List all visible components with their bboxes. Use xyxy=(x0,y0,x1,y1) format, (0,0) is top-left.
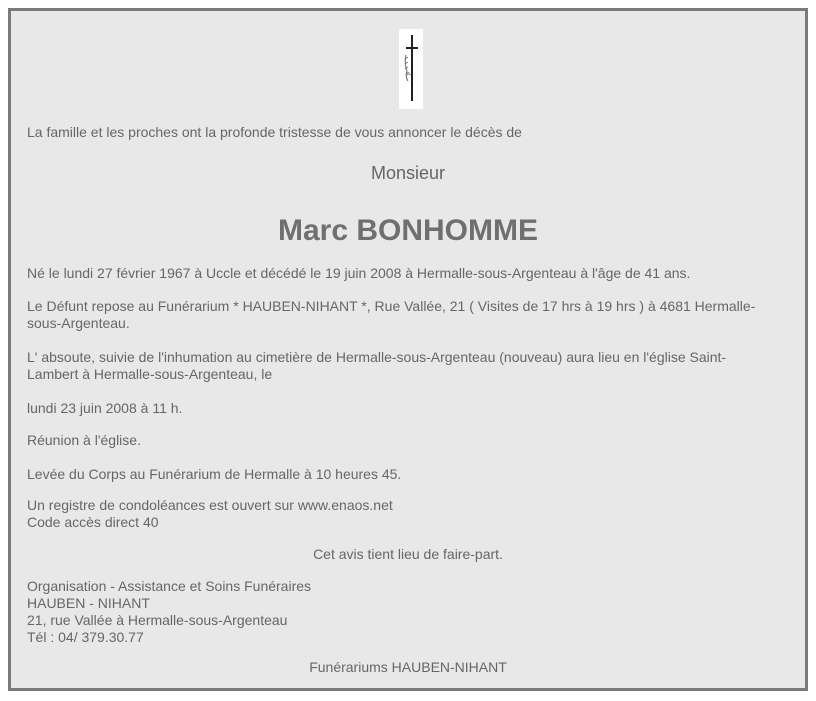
intro-text: La famille et les proches ont la profonde tristesse de vous annoncer le décès de xyxy=(27,124,522,140)
registre-line-1: Un registre de condoléances est ouvert sur www.enaos.net xyxy=(27,497,393,513)
honorific: Monsieur xyxy=(370,163,446,183)
absoute-line-1: L' absoute, suivie de l'inhumation au cimetière de Hermalle-sous-Argenteau (nouveau) aura lieu en l'église Saint- xyxy=(27,349,727,365)
reunion-text: Réunion à l'église. xyxy=(27,432,141,448)
organisation-line-2: HAUBEN - NIHANT xyxy=(27,595,150,611)
obituary-notice xyxy=(8,8,808,691)
ceremony-date: lundi 23 juin 2008 à 11 h. xyxy=(27,400,183,416)
levee-text: Levée du Corps au Funérarium de Hermalle à 10 heures 45. xyxy=(27,466,402,482)
organisation-block xyxy=(27,578,791,646)
absoute-line-2: Lambert à Hermalle-sous-Argenteau, le xyxy=(27,366,273,382)
birth-death-text: Né le lundi 27 février 1967 à Uccle et décédé le 19 juin 2008 à Hermalle-sous-Argenteau à l'âge de 41 ans. xyxy=(27,265,691,281)
organisation-line-3: 21, rue Vallée à Hermalle-sous-Argenteau xyxy=(27,612,288,628)
organisation-line-1: Organisation - Assistance et Soins Funéraires xyxy=(27,578,312,594)
repose-paragraph xyxy=(27,298,791,332)
repose-line-1: Le Défunt repose au Funérarium * HAUBEN-NIHANT *, Rue Vallée, 21 ( Visites de 17 hrs à 19 hrs ) à 4681 Hermalle- xyxy=(27,298,756,314)
footer-text: Funérariums HAUBEN-NIHANT xyxy=(309,659,507,675)
registre-line-2: Code accès direct 40 xyxy=(27,514,159,530)
organisation-line-4: Tél : 04/ 379.30.77 xyxy=(27,629,144,645)
cross-with-wheat-icon xyxy=(399,29,423,109)
registre-paragraph xyxy=(27,497,791,531)
repose-line-2: sous-Argenteau. xyxy=(27,315,130,331)
deceased-name: Marc BONHOMME xyxy=(277,214,539,247)
absoute-paragraph xyxy=(27,349,791,383)
faire-part-text: Cet avis tient lieu de faire-part. xyxy=(313,546,503,562)
